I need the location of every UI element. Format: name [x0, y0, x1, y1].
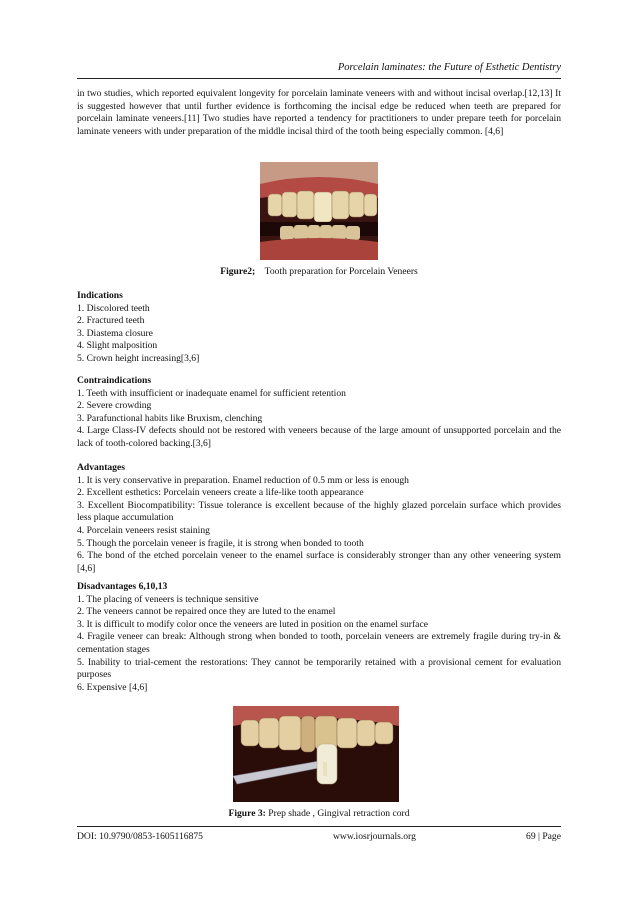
contraindications-section	[77, 375, 561, 451]
indications-section	[77, 290, 561, 366]
footer-rule	[77, 826, 561, 827]
disadvantages-section	[77, 581, 561, 694]
advantages-item: 1. It is very conservative in preparation. Enamel reduction of 0.5 mm or less is enough	[77, 474, 409, 486]
footer-page-number: 69 | Page	[526, 831, 561, 842]
advantages-item: 4. Porcelain veneers resist staining	[77, 524, 210, 536]
indications-item: 4. Slight malposition	[77, 340, 158, 352]
contraindications-item: 3. Parafunctional habits like Bruxism, clenching	[77, 412, 263, 424]
running-title: Porcelain laminates: the Future of Esthetic Dentistry	[337, 62, 561, 73]
advantages-heading: Advantages	[77, 462, 125, 473]
contraindications-heading: Contraindications	[77, 375, 152, 386]
figure3-photo	[233, 706, 399, 802]
figure2-label: Figure2;	[220, 266, 256, 277]
figure2-text: Tooth preparation for Porcelain Veneers	[264, 266, 418, 277]
contraindications-item: 4. Large Class-IV defects should not be restored with veneers because of the large amount of unsupported porcelain and the lack of tooth-colored backing.[3,6]	[77, 425, 561, 449]
advantages-item: 3. Excellent Biocompatibility: Tissue tolerance is excellent because of the highly glazed porcelain surface which provides less plaque accumulation	[77, 499, 561, 524]
indications-item: 2. Fractured teeth	[77, 315, 145, 327]
indications-item: 3. Diastema closure	[77, 327, 153, 339]
indications-item: 5. Crown height increasing[3,6]	[77, 352, 200, 364]
advantages-item: 5. Though the porcelain veneer is fragile, it is strong when bonded to tooth	[77, 537, 364, 549]
advantages-section	[77, 462, 561, 575]
figure3-label: Figure 3:	[228, 808, 266, 819]
indications-heading: Indications	[77, 290, 123, 301]
disadvantages-item: 5. Inability to trial-cement the restorations: They cannot be temporarily retained with a provisional cement for evaluation purposes	[77, 656, 561, 681]
disadvantages-item: 1. The placing of veneers is technique sensitive	[77, 593, 259, 605]
contraindications-item: 1. Teeth with insufficient or inadequate enamel for sufficient retention	[77, 387, 346, 399]
figure3-caption	[77, 808, 561, 819]
indications-item: 1. Discolored teeth	[77, 302, 150, 314]
disadvantages-heading: Disadvantages 6,10,13	[77, 581, 168, 592]
advantages-item: 2. Excellent esthetics: Porcelain veneers create a life-like tooth appearance	[77, 487, 364, 499]
figure2-caption	[77, 266, 561, 277]
disadvantages-item: 4. Fragile veneer can break: Although strong when bonded to tooth, porcelain veneers are extremely fragile during try-in & cementation stages	[77, 631, 561, 655]
footer-doi: DOI: 10.9790/0853-1605116875	[77, 831, 203, 842]
disadvantages-item: 2. The veneers cannot be repaired once they are luted to the enamel	[77, 606, 336, 618]
disadvantages-item: 6. Expensive [4,6]	[77, 681, 148, 693]
intro-paragraph: in two studies, which reported equivalent longevity for porcelain laminate veneers with and without incisal overlap.[12,13] It is suggested however that until further evidence is forthcoming the incisal edge be reduced when teeth are prepared for porcelain laminate veneers.[11] Two studies have reported a tendency for practitioners to under prepare teeth for porcelain laminate veneers with under preparation of the middle incisal third of the tooth being especially common. [4,6]	[77, 88, 561, 137]
footer-website: www.iosrjournals.org	[333, 831, 416, 842]
figure3-text: Prep shade , Gingival retraction cord	[268, 808, 410, 819]
figure2-photo	[260, 162, 378, 260]
advantages-item: 6. The bond of the etched porcelain veneer to the enamel surface is considerably stronger than any other veneering system [4,6]	[77, 550, 561, 574]
contraindications-item: 2. Severe crowding	[77, 400, 152, 412]
header-rule	[77, 78, 561, 79]
disadvantages-item: 3. It is difficult to modify color once the veneers are luted in position on the enamel surface	[77, 618, 428, 630]
